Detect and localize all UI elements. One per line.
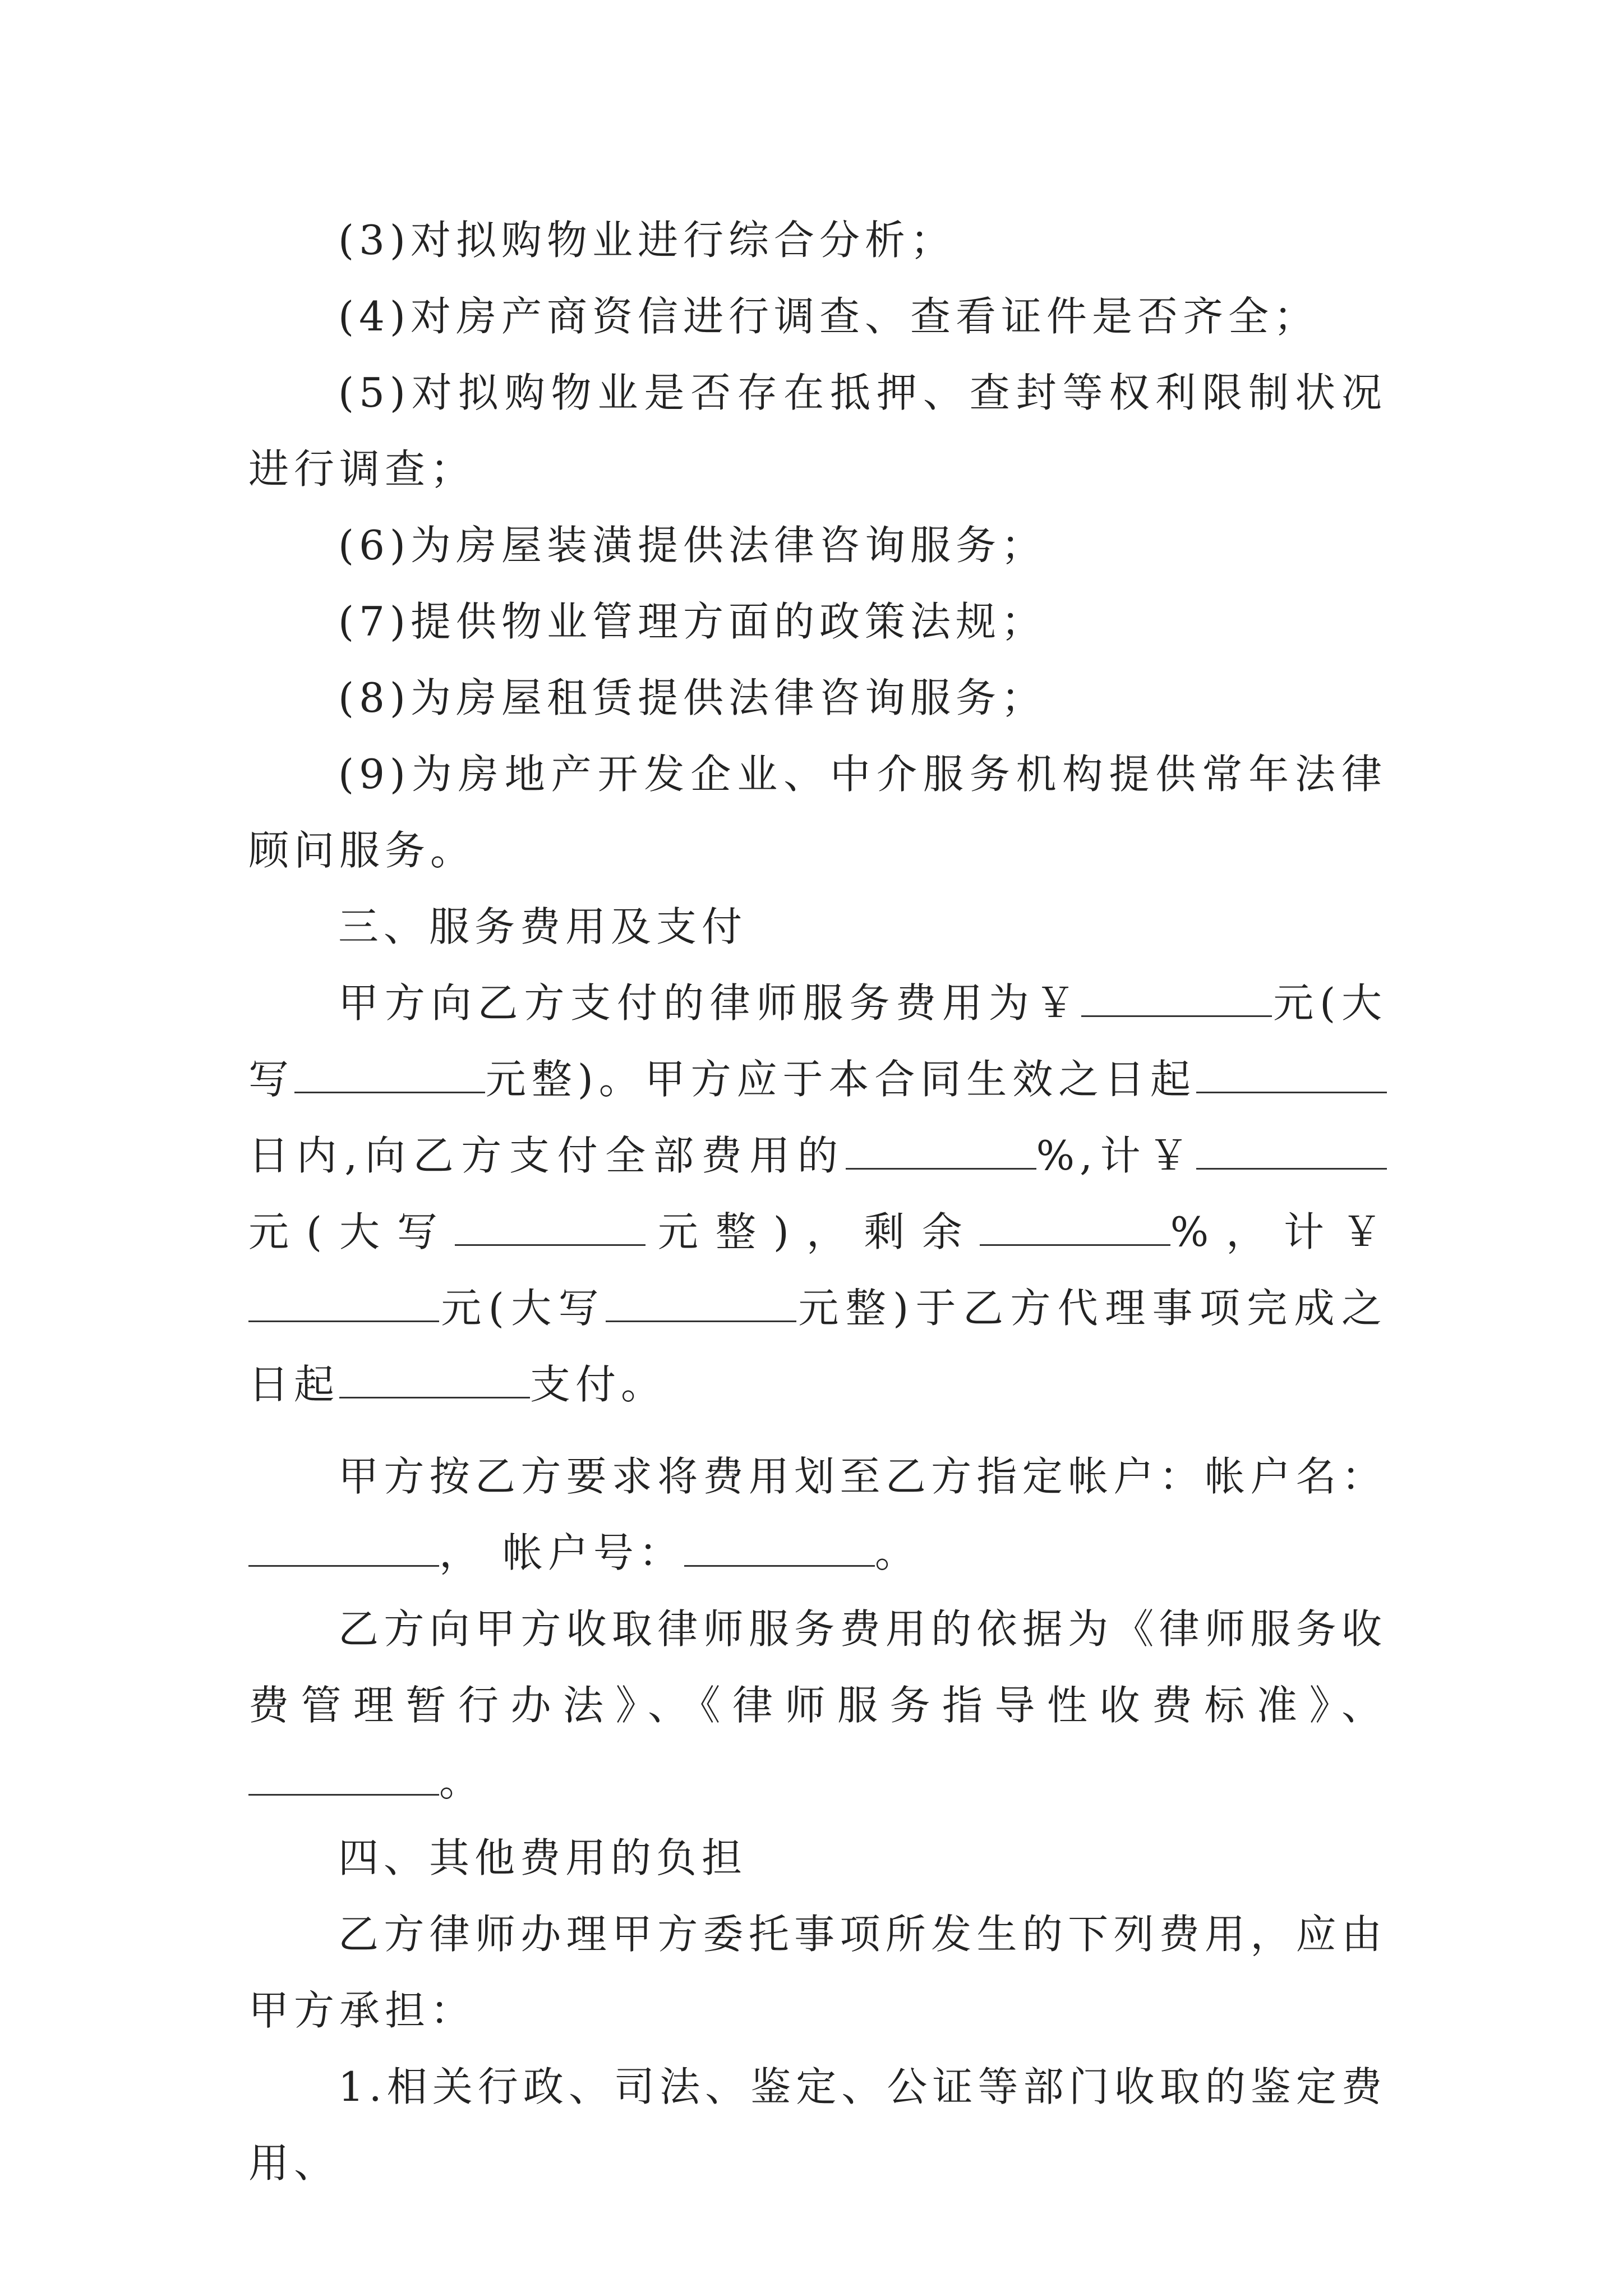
service-item-4: (4)对房产商资信进行调查、查看证件是否齐全； <box>338 293 1319 340</box>
fee-remaining-amount-words-blank <box>606 1287 796 1322</box>
account-number-blank <box>684 1531 875 1567</box>
fee-text-1: 甲方向乙方支付的律师服务费用为￥ <box>338 979 1082 1027</box>
basis-other-blank <box>248 1760 439 1796</box>
service-item-7: (7)提供物业管理方面的政策法规； <box>338 598 1046 645</box>
fee-amount-blank <box>1081 982 1272 1017</box>
fee-paragraph <box>248 965 1387 1423</box>
basis-text-1: 乙方向甲方收取律师服务费用的依据为《律师服务收费管理暂行办法》、《律师服务指导性收费标准》、 <box>248 1605 1387 1729</box>
account-text-2: ， 帐户号： <box>439 1529 684 1576</box>
account-text-3: 。 <box>874 1529 920 1576</box>
service-item-5: (5)对拟购物业是否存在抵押、查封等权利限制状况进行调查； <box>248 369 1387 493</box>
document-body <box>248 202 1387 2201</box>
section-4-heading: 四、其他费用的负担 <box>338 1834 748 1881</box>
fee-text-2: 元(大写 <box>248 979 1387 1103</box>
service-item-6: (6)为房屋装潢提供法律咨询服务； <box>338 522 1046 569</box>
section-4-intro: 乙方律师办理甲方委托事项所发生的下列费用，应由甲方承担： <box>248 1911 1387 2034</box>
fee-remaining-percent-blank <box>980 1211 1170 1246</box>
fee-text-5: %,计￥ <box>1036 1132 1196 1179</box>
fee-remaining-days-blank <box>339 1363 530 1398</box>
fee-first-amount-words-blank <box>455 1211 645 1246</box>
section-3-heading: 三、服务费用及支付 <box>338 903 748 950</box>
fee-text-6: 元(大写 <box>248 1208 455 1255</box>
service-item-3: (3)对拟购物业进行综合分析； <box>338 217 956 264</box>
fee-text-11: 支付。 <box>530 1361 667 1408</box>
account-text-1: 甲方按乙方要求将费用划至乙方指定帐户：帐户名： <box>338 1453 1387 1500</box>
basis-text-2: 。 <box>439 1758 485 1805</box>
fee-days-blank <box>1196 1058 1387 1093</box>
section-4-item-1: 1.相关行政、司法、鉴定、公证等部门收取的鉴定费用、 <box>248 2063 1387 2187</box>
service-item-8: (8)为房屋租赁提供法律咨询服务； <box>338 674 1046 721</box>
fee-first-amount-blank <box>1196 1134 1387 1170</box>
fee-text-4: 日内,向乙方支付全部费用的 <box>248 1132 846 1179</box>
fee-amount-words-blank <box>294 1058 485 1093</box>
service-item-9: (9)为房地产开发企业、中介服务机构提供常年法律顾问服务。 <box>248 751 1387 874</box>
fee-percent-blank <box>846 1134 1036 1170</box>
fee-basis-paragraph <box>248 1591 1387 1820</box>
account-paragraph <box>248 1438 1387 1591</box>
account-name-blank <box>248 1531 439 1567</box>
fee-text-10: 元整)于乙方代理事项完成之日起 <box>248 1285 1387 1408</box>
fee-remaining-amount-blank <box>248 1287 439 1322</box>
fee-text-3: 元整)。甲方应于本合同生效之日起 <box>485 1056 1196 1103</box>
fee-text-9: 元(大写 <box>439 1285 606 1332</box>
fee-text-7: 元整)，剩余 <box>645 1208 980 1255</box>
fee-text-8: %，计￥ <box>1170 1208 1387 1255</box>
